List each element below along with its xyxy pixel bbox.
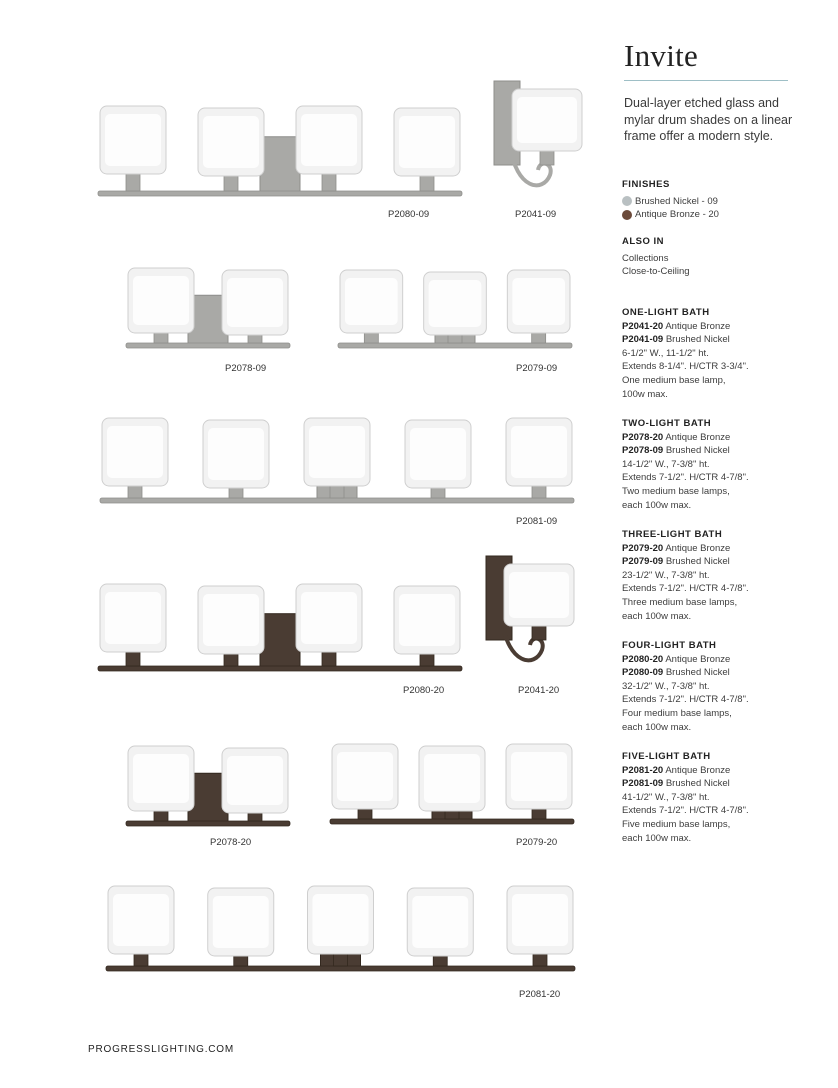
- backplate: [260, 137, 300, 195]
- spec-text: Extends 7-1/2". H/CTR 4-7/8".: [622, 805, 749, 817]
- glass-shade: [506, 744, 572, 809]
- spec-text: each 100w max.: [622, 721, 692, 733]
- spec-text: Brushed Nickel: [663, 445, 730, 457]
- glass-shade: [512, 89, 582, 151]
- caption-p2080-09: P2080-09: [388, 209, 430, 220]
- glass-shade: [198, 108, 264, 176]
- glass-shade: [296, 584, 362, 652]
- caption-p2081-09: P2081-09: [516, 516, 558, 527]
- glass-shade: [340, 270, 403, 333]
- spec-text: 6-1/2" W., 11-1/2" ht.: [622, 347, 709, 359]
- fixture-p2081-09-image: [92, 412, 582, 512]
- spec-text: each 100w max.: [622, 499, 692, 511]
- spec-sku: P2080-20: [622, 653, 664, 665]
- glass-shade: [296, 106, 362, 174]
- fixture-p2079-20-image: [322, 738, 582, 833]
- spec-sku: P2041-20: [622, 320, 664, 332]
- collection-description: Dual-layer etched glass and mylar drum shades on a linear frame offer a modern style.: [624, 96, 793, 143]
- caption-p2078-20: P2078-20: [210, 837, 252, 848]
- glass-shade: [128, 746, 194, 811]
- caption-p2081-20: P2081-20: [519, 989, 561, 1000]
- glass-shade: [222, 748, 288, 813]
- spec-two-light: [622, 417, 749, 512]
- antique-bronze-swatch: [622, 210, 632, 220]
- glass-shade: [304, 418, 370, 486]
- glass-shade: [405, 420, 471, 488]
- spec-text: Extends 7-1/2". H/CTR 4-7/8".: [622, 583, 749, 595]
- spec-text: 100w max.: [622, 388, 668, 400]
- linear-bar: [330, 819, 574, 824]
- spec-text: Antique Bronze: [663, 320, 731, 332]
- spec-text: 14-1/2" W., 7-3/8" ht.: [622, 458, 710, 470]
- finish-brushed-nickel: [622, 195, 719, 209]
- fixture-p2079-09-image: [330, 264, 580, 357]
- spec-text: Extends 7-1/2". H/CTR 4-7/8".: [622, 694, 749, 706]
- spec-text: Antique Bronze: [663, 431, 731, 443]
- glass-shade: [394, 586, 460, 654]
- finishes-heading: FINISHES: [622, 179, 670, 190]
- linear-bar: [98, 191, 462, 196]
- fixture-p2080-09-image: [90, 100, 470, 205]
- glass-shade: [332, 744, 398, 809]
- spec-text: 41-1/2" W., 7-3/8" ht.: [622, 791, 710, 803]
- spec-text: Four medium base lamps,: [622, 707, 732, 719]
- fixture-p2080-20-image: [90, 578, 470, 680]
- spec-sku: P2041-09: [622, 334, 664, 346]
- spec-three-light: [622, 528, 749, 623]
- spec-text: Brushed Nickel: [663, 556, 730, 568]
- spec-text: Brushed Nickel: [663, 334, 730, 346]
- spec-heading: THREE-LIGHT BATH: [622, 529, 723, 540]
- glass-shade: [504, 564, 574, 626]
- spec-text: Five medium base lamps,: [622, 818, 731, 830]
- spec-heading: FIVE-LIGHT BATH: [622, 751, 711, 762]
- spec-sku: P2080-09: [622, 667, 664, 679]
- spec-text: Brushed Nickel: [663, 778, 730, 790]
- spec-sku: P2079-20: [622, 542, 664, 554]
- caption-p2080-20: P2080-20: [403, 685, 445, 696]
- spec-text: 32-1/2" W., 7-3/8" ht.: [622, 680, 710, 692]
- spec-text: Two medium base lamps,: [622, 485, 730, 497]
- spec-sku: P2078-09: [622, 445, 664, 457]
- spec-text: Extends 8-1/4". H/CTR 3-3/4".: [622, 361, 749, 373]
- also-in-heading: ALSO IN: [622, 236, 665, 247]
- glass-shade: [308, 886, 374, 954]
- fixture-p2041-20-image: [480, 550, 580, 685]
- caption-p2041-20: P2041-20: [518, 685, 560, 696]
- fixture-p2078-20-image: [118, 740, 298, 835]
- also-in-section: [622, 235, 690, 279]
- linear-bar: [126, 821, 290, 826]
- finish-label: Antique Bronze - 20: [635, 209, 719, 221]
- glass-shade: [208, 888, 274, 956]
- glass-shade: [128, 268, 194, 333]
- glass-shade: [507, 270, 570, 333]
- glass-shade: [507, 886, 573, 954]
- finish-antique-bronze: [622, 208, 719, 222]
- also-in-item: Collections: [622, 252, 669, 264]
- glass-shade: [203, 420, 269, 488]
- glass-shade: [407, 888, 473, 956]
- also-in-item: Close-to-Ceiling: [622, 266, 690, 278]
- fixture-p2078-09-image: [118, 262, 298, 357]
- spec-heading: TWO-LIGHT BATH: [622, 418, 712, 429]
- glass-shade: [100, 584, 166, 652]
- caption-p2078-09: P2078-09: [225, 363, 267, 374]
- title-divider: [624, 80, 788, 81]
- spec-text: Three medium base lamps,: [622, 596, 738, 608]
- glass-shade: [222, 270, 288, 335]
- fixture-p2041-09-image: [488, 75, 588, 205]
- glass-shade: [394, 108, 460, 176]
- linear-bar: [98, 666, 462, 671]
- caption-p2079-20: P2079-20: [516, 837, 558, 848]
- spec-text: each 100w max.: [622, 610, 692, 622]
- spec-text: each 100w max.: [622, 832, 692, 844]
- spec-heading: FOUR-LIGHT BATH: [622, 640, 717, 651]
- linear-bar: [126, 343, 290, 348]
- collection-title: Invite: [624, 38, 699, 73]
- spec-text: Antique Bronze: [663, 653, 731, 665]
- spec-text: Extends 7-1/2". H/CTR 4-7/8".: [622, 472, 749, 484]
- glass-shade: [100, 106, 166, 174]
- spec-text: Brushed Nickel: [663, 667, 730, 679]
- spec-one-light: [622, 306, 749, 401]
- spec-sku: P2081-20: [622, 764, 664, 776]
- glass-shade: [424, 272, 487, 335]
- caption-p2041-09: P2041-09: [515, 209, 557, 220]
- spec-sku: P2081-09: [622, 778, 664, 790]
- spec-text: 23-1/2" W., 7-3/8" ht.: [622, 569, 710, 581]
- spec-text: Antique Bronze: [663, 764, 731, 776]
- spec-heading: ONE-LIGHT BATH: [622, 307, 710, 318]
- linear-bar: [100, 498, 574, 503]
- glass-shade: [198, 586, 264, 654]
- footer-url: PROGRESSLIGHTING.COM: [88, 1044, 235, 1055]
- spec-four-light: [622, 639, 749, 734]
- caption-p2079-09: P2079-09: [516, 363, 558, 374]
- brushed-nickel-swatch: [622, 196, 632, 206]
- glass-shade: [506, 418, 572, 486]
- linear-bar: [338, 343, 572, 348]
- glass-shade: [102, 418, 168, 486]
- spec-sku: P2079-09: [622, 556, 664, 568]
- finish-label: Brushed Nickel - 09: [635, 195, 718, 207]
- linear-bar: [106, 966, 575, 971]
- glass-shade: [108, 886, 174, 954]
- spec-sku: P2078-20: [622, 431, 664, 443]
- backplate: [260, 614, 300, 670]
- spec-five-light: [622, 750, 749, 845]
- finishes-section: [622, 178, 719, 222]
- spec-text: One medium base lamp,: [622, 374, 726, 386]
- fixture-p2081-20-image: [98, 880, 583, 980]
- glass-shade: [419, 746, 485, 811]
- spec-text: Antique Bronze: [663, 542, 731, 554]
